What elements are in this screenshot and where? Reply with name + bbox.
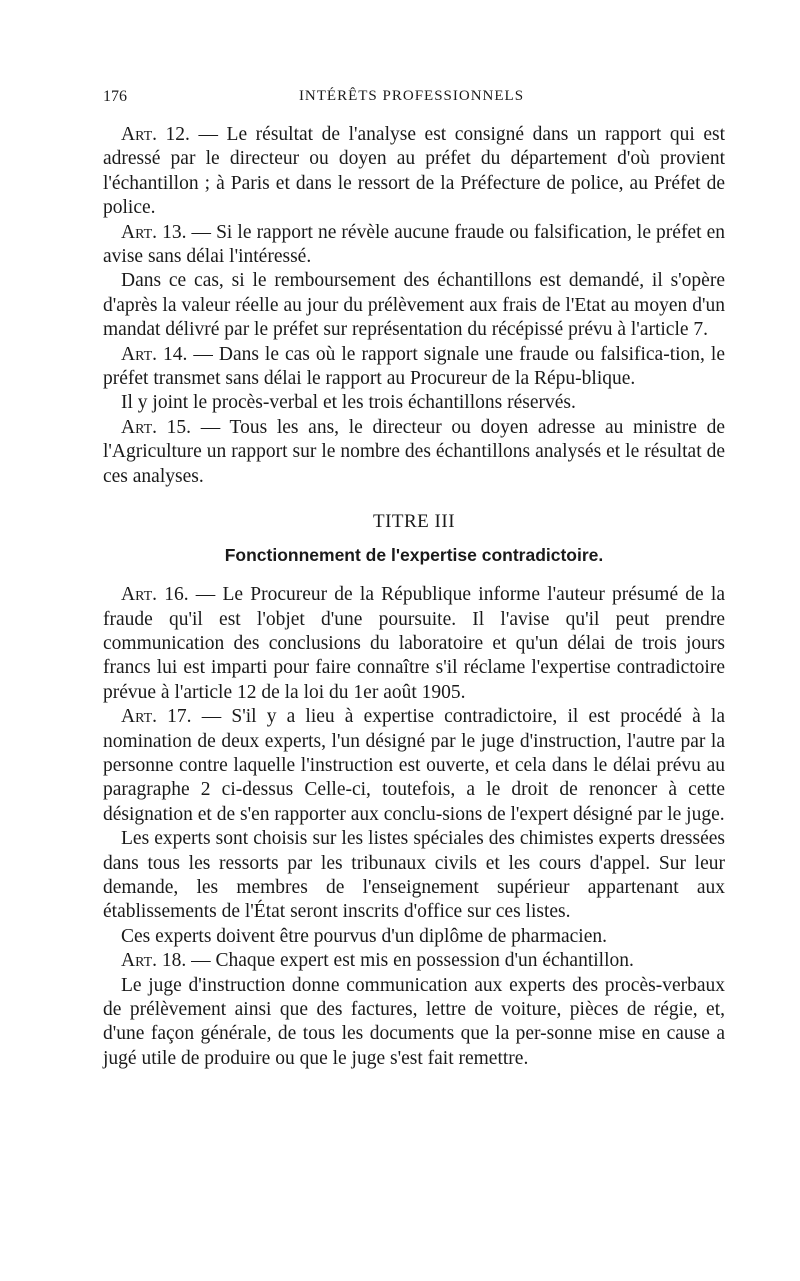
page-number: 176 [103,88,127,105]
body-paragraph [103,827,725,925]
body-paragraph [103,925,725,949]
paragraph-text: — Si le rapport ne révèle aucune fraude ou falsification, le préfet en avise sans délai l'intéressé. [103,221,725,268]
body-text [103,123,725,1071]
articles-16-18 [103,583,725,1071]
articles-12-15 [103,123,725,489]
paragraph-text: Dans ce cas, si le remboursement des échantillons est demandé, il s'opère d'après la valeur réelle au jour du prélèvement aux frais de l'Etat au moyen d'un mandat délivré par le préfet sur représentation du récépissé prévu à l'article 7. [103,270,725,341]
body-paragraph [103,974,725,1072]
paragraph-text: — Le Procureur de la République informe l'auteur présumé de la fraude qu'il est l'objet d'une poursuite. Il l'avise qu'il peut prendre communication des conclusions du laboratoire et qu'un délai de trois jours francs lui est imparti pour faire connaître s'il réclame l'expertise contradictoire prévue à l'article 12 de la loi du 1er août 1905. [103,584,725,703]
section-title: TITRE III [372,511,456,533]
article-label: Art. 18. [121,950,187,972]
paragraph-text: — Dans le cas où le rapport signale une fraude ou falsifica-tion, le préfet transmet sans délai le rapport au Procureur de la Répu-blique. [103,343,725,390]
body-paragraph [103,269,725,342]
article-paragraph [103,221,725,270]
article-label: Art. 12. [121,124,190,145]
running-head [103,88,720,110]
paragraph-text: Les experts sont choisis sur les listes spéciales des chimistes experts dressées dans tous les ressorts par les tribunaux civils et les cours d'appel. Sur leur demande, les membres de l'enseignement supérieur appartenant aux établissements de l'État seront inscrits d'office sur ces listes. [103,828,725,923]
paragraph-text: Le juge d'instruction donne communication aux experts des procès-verbaux de prélèvement ainsi que des factures, lettre de voiture, pièces de régie, et, d'une façon générale, de tous les documents que la per-sonne mise en cause a jugé utile de produire ou que le juge s'est fait remettre. [103,974,725,1069]
article-label: Art. 13. [121,221,187,243]
paragraph-text: — S'il y a lieu à expertise contradictoire, il est procédé à la nomination de deux experts, l'un désigné par le juge d'instruction, l'autre par la personne contre laquelle l'instruction est ouverte, et cela dans le délai prévu au paragraphe 2 ci-dessus Celle-ci, toutefois, a le droit de renoncer à cette désignation et de s'en rapporter aux conclu-sions de l'expert désigné par le juge. [103,706,725,825]
article-label: Art. 15. [121,416,192,438]
article-paragraph [103,949,725,973]
paragraph-text: — Tous les ans, le directeur ou doyen adresse au ministre de l'Agriculture un rapport sur le nombre des échantillons analysés et le résultat de ces analyses. [103,416,726,487]
paragraph-text: — Le résultat de l'analyse est consigné dans un rapport qui est adressé par le directeur ou doyen au préfet du département d'où provient l'échantillon ; à Paris et dans le ressort de la Préfecture de police, au Préfet de police. [103,124,725,219]
body-paragraph [103,391,725,415]
article-label: Art. 14. [121,343,188,365]
article-paragraph [103,705,725,827]
article-label: Art. 17. [121,706,192,728]
article-paragraph [103,583,725,705]
paragraph-text: Il y joint le procès-verbal et les trois échantillons réservés. [121,392,576,414]
paragraph-text: Ces experts doivent être pourvus d'un diplôme de pharmacien. [121,925,608,947]
article-paragraph [103,343,725,392]
article-paragraph [103,416,725,489]
article-paragraph [103,123,725,221]
running-title: INTÉRÊTS PROFESSIONNELS [298,88,525,104]
paragraph-text: — Chaque expert est mis en possession d'un échantillon. [186,950,634,972]
section-heading: Fonctionnement de l'expertise contradictoire. [224,545,604,566]
article-label: Art. 16. [121,584,189,606]
